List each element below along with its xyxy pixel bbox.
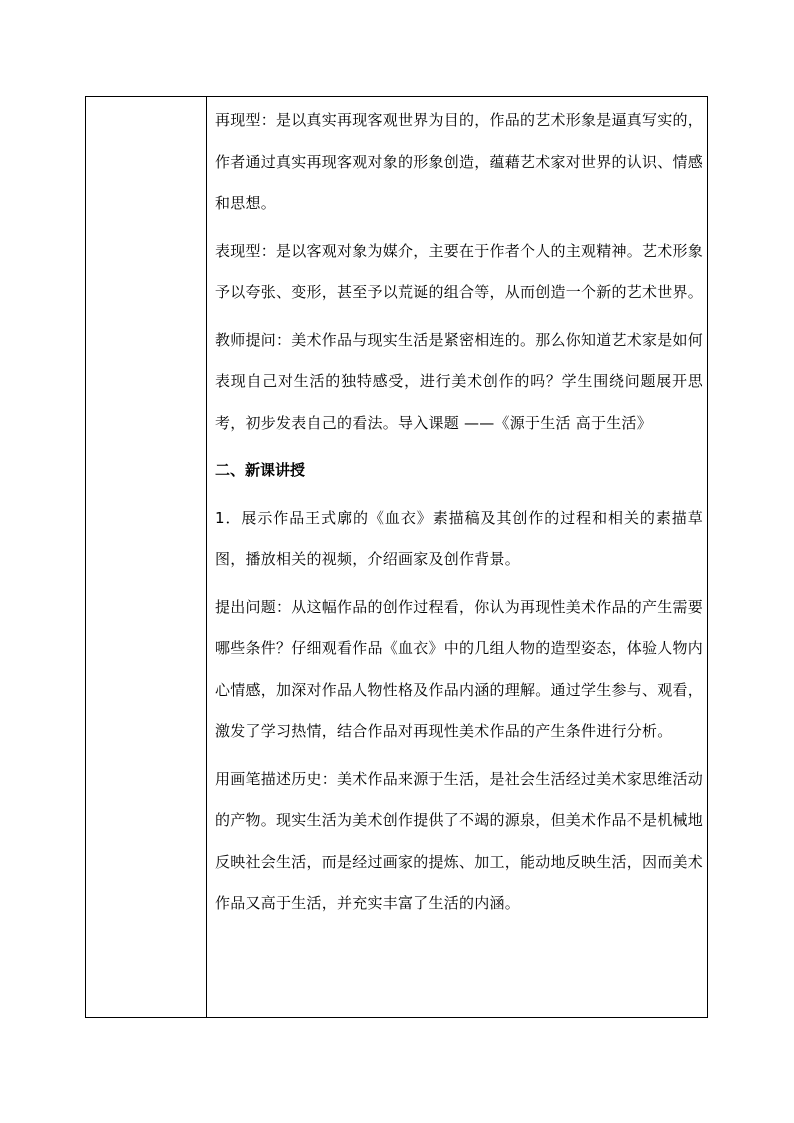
- paragraph-expressive-type: 表现型：是以客观对象为媒介，主要在于作者个人的主观精神。艺术形象予以夸张、变形，甚至予以荒诞的组合等，从而创造一个新的艺术世界。: [215, 241, 704, 301]
- paragraph-show-artwork: 1．展示作品王式廓的《血衣》素描稿及其创作的过程和相关的素描草图，播放相关的视频，介绍画家及创作背景。: [215, 508, 703, 568]
- table-content-cell: [207, 97, 707, 1017]
- paragraph-reproductive-type: 再现型：是以真实再现客观世界为目的，作品的艺术形象是逼真写实的，作者通过真实再现客观对象的形象创造，蕴藉艺术家对世界的认识、情感和思想。: [215, 111, 704, 212]
- section-heading-new-lesson: 二、新课讲授: [215, 461, 306, 479]
- table-label-cell: [86, 97, 207, 1017]
- paragraph-describe-history: 用画笔描述历史：美术作品来源于生活，是社会生活经过美术家思维活动的产物。现实生活为美术创作提供了不竭的源泉，但美术作品不是机械地反映社会生活，而是经过画家的提炼、加工，能动地反映生活，因而美术作品又高于生活，并充实丰富了生活的内涵。: [215, 769, 704, 912]
- paragraph-teacher-question: 教师提问：美术作品与现实生活是紧密相连的。那么你知道艺术家是如何表现自己对生活的独特感受，进行美术创作的吗？学生围绕问题展开思考，初步发表自己的看法。导入课题 ——《源于生活 高于生活》: [215, 330, 704, 432]
- lesson-table: [85, 96, 708, 1018]
- paragraph-raise-question: 提出问题：从这幅作品的创作过程看，你认为再现性美术作品的产生需要哪些条件？仔细观看作品《血衣》中的几组人物的造型姿态，体验人物内心情感，加深对作品人物性格及作品内涵的理解。通过学生参与、观看，激发了学习热情，结合作品对再现性美术作品的产生条件进行分析。: [215, 597, 704, 740]
